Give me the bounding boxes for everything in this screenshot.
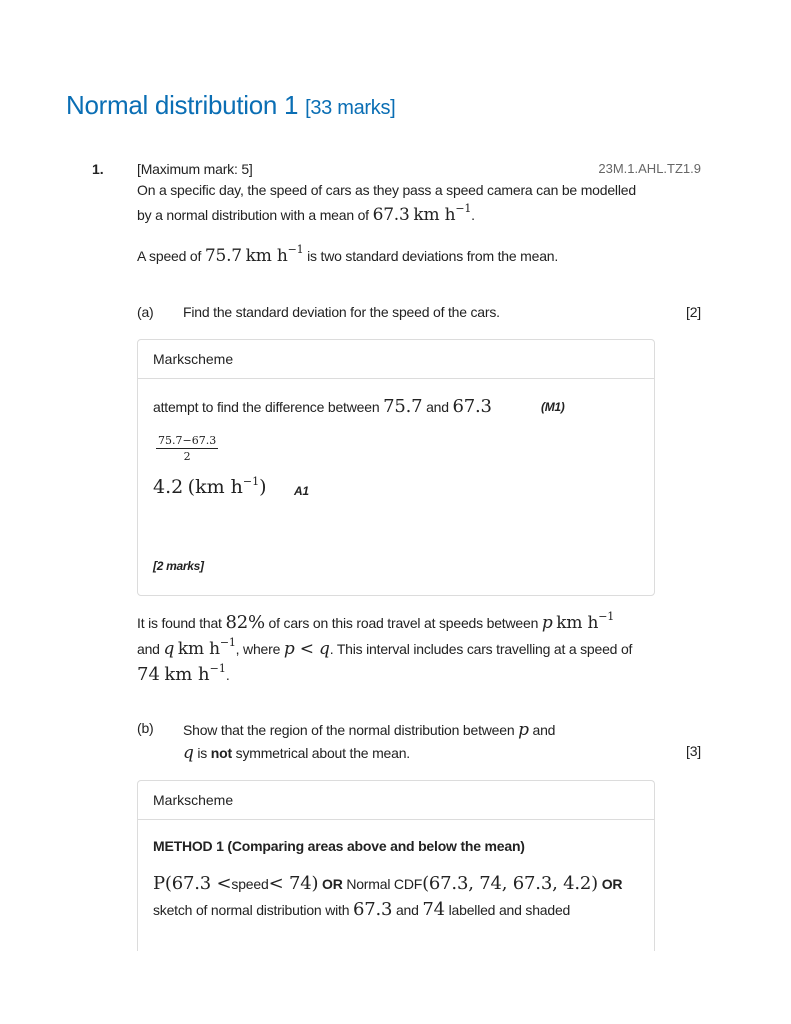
- markscheme-b-header: Markscheme: [138, 781, 654, 820]
- speed-74: 74: [137, 664, 160, 685]
- period-2: .: [225, 667, 230, 683]
- sketch-v2: 74: [422, 899, 445, 920]
- ms-a-v2: 67.3: [452, 396, 492, 417]
- answer-close: ): [259, 476, 267, 498]
- unit-q-exp: −1: [219, 636, 236, 649]
- part-b-text-b: is: [193, 745, 211, 761]
- cdf-args: (67.3, 74, 67.3, 4.2): [422, 873, 598, 894]
- middle-text-d: , where: [235, 641, 284, 657]
- ms-a-v1: 75.7: [383, 396, 423, 417]
- part-a-text: Find the standard deviation for the speed of the cars.: [183, 304, 500, 320]
- mean-value: 67.3: [372, 205, 410, 225]
- percent: 82%: [225, 612, 265, 633]
- sketch-v1: 67.3: [352, 899, 393, 920]
- sketch-text-b: labelled and shaded: [444, 902, 571, 918]
- intro-text: by a normal distribution with a mean of: [137, 207, 373, 223]
- question-ref: 23M.1.AHL.TZ1.9: [598, 161, 701, 176]
- ms-a-total: [2 marks]: [153, 559, 204, 573]
- fraction-denominator: 2: [183, 450, 191, 463]
- part-b-marks: [3]: [686, 743, 701, 759]
- speed-unit-exp: −1: [287, 243, 304, 256]
- ms-a-fraction: [156, 434, 218, 465]
- max-mark: [Maximum mark: 5]: [137, 161, 253, 177]
- sketch-and: and: [392, 902, 423, 918]
- speed-unit: km h: [245, 246, 288, 266]
- intro-line-2: [137, 202, 475, 225]
- p-close: < 74): [268, 873, 319, 894]
- speed-text-b: is two standard deviations from the mean.: [303, 248, 559, 264]
- or-2: OR: [601, 876, 623, 892]
- middle-text-e: . This interval includes cars travelling at a speed of: [329, 641, 633, 657]
- part-b-text-c: symmetrical about the mean.: [231, 745, 410, 761]
- unit-q: km h: [177, 639, 220, 659]
- markscheme-a-header: Markscheme: [138, 340, 654, 379]
- middle-line-2: [137, 636, 633, 659]
- speed-value: 75.7: [204, 246, 242, 266]
- ms-b-line-1: [153, 873, 622, 894]
- period: .: [471, 207, 475, 223]
- var-p: p: [541, 613, 553, 633]
- speed-word: speed: [231, 876, 269, 892]
- sketch-text-a: sketch of normal distribution with: [153, 902, 353, 918]
- ms-a-a1: A1: [294, 484, 309, 498]
- p-open: P(67.3 <: [153, 873, 232, 894]
- unit: km h: [413, 205, 456, 225]
- part-b-text-a: Show that the region of the normal distribution between: [183, 722, 519, 738]
- normal-cdf: Normal CDF: [342, 876, 423, 892]
- answer-value: 4.2: [153, 476, 184, 498]
- var-p2: p: [283, 639, 295, 659]
- ms-a-m1: (M1): [541, 400, 565, 414]
- part-b-line-1: [183, 720, 555, 740]
- var-q2: q: [319, 639, 330, 659]
- page-title: [66, 90, 395, 121]
- intro-line-1: On a specific day, the speed of cars as they pass a speed camera can be modelled: [137, 182, 636, 198]
- answer-unit: (km h: [187, 476, 243, 498]
- part-a-marks: [2]: [686, 304, 701, 320]
- middle-text-c: and: [137, 641, 164, 657]
- middle-line-1: [137, 612, 614, 633]
- middle-text-b: of cars on this road travel at speeds between: [264, 615, 542, 631]
- part-b-not: not: [210, 745, 232, 761]
- ms-b-line-2: [153, 899, 570, 920]
- unit-p: km h: [556, 613, 599, 633]
- unit-74: km h: [164, 664, 210, 685]
- unit-74-exp: −1: [209, 662, 226, 675]
- markscheme-b: [137, 780, 655, 951]
- speed-text-a: A speed of: [137, 248, 205, 264]
- title-marks: [33 marks]: [305, 97, 396, 119]
- answer-exp: −1: [242, 475, 260, 488]
- lt-sign: <: [294, 639, 319, 659]
- part-b-q: q: [183, 743, 194, 763]
- or-1: OR: [322, 876, 343, 892]
- question-number: 1.: [92, 161, 104, 177]
- ms-a-line-1: [153, 396, 492, 417]
- unit-p-exp: −1: [598, 610, 615, 623]
- part-b-line-2: [183, 743, 410, 763]
- markscheme-a: [137, 339, 655, 596]
- part-b-label: (b): [137, 720, 154, 736]
- ms-a-answer: [153, 476, 267, 498]
- title-text: Normal distribution 1: [66, 90, 299, 120]
- fraction-numerator: 75.7−67.3: [158, 434, 217, 447]
- middle-line-3: [137, 664, 230, 685]
- part-b-p: p: [518, 720, 529, 740]
- middle-text-a: It is found that: [137, 615, 226, 631]
- part-a-label: (a): [137, 304, 154, 320]
- ms-b-method: METHOD 1 (Comparing areas above and below the mean): [153, 838, 525, 854]
- ms-a-text: attempt to find the difference between: [153, 399, 384, 415]
- var-q: q: [163, 639, 175, 659]
- part-b-and: and: [528, 722, 556, 738]
- ms-a-and: and: [422, 399, 453, 415]
- unit-exp: −1: [455, 202, 472, 215]
- speed-line: [137, 243, 559, 266]
